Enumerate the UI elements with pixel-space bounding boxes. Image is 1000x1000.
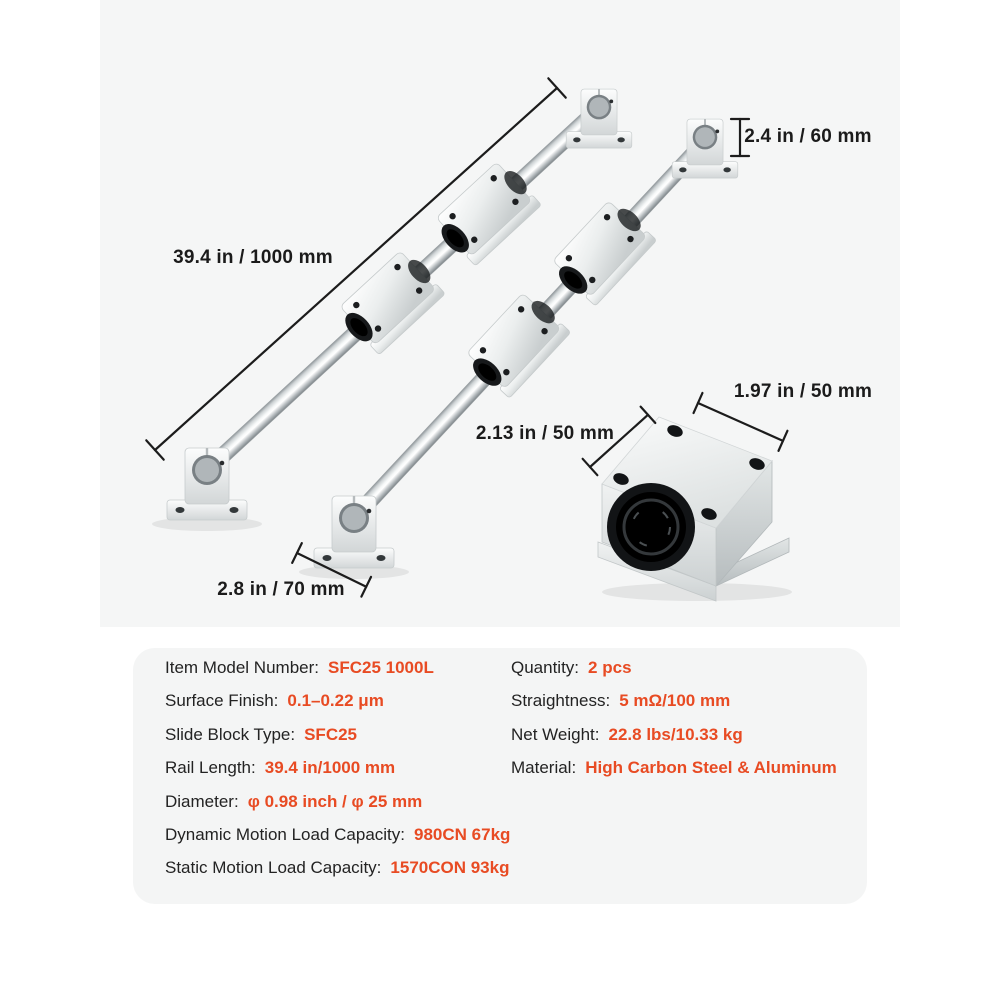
spec-panel bbox=[133, 648, 867, 904]
spec-label: Diameter: bbox=[165, 791, 239, 811]
spec-label: Static Motion Load Capacity: bbox=[165, 858, 382, 878]
spec-value: SFC25 bbox=[304, 724, 358, 744]
spec-value: 980CN 67kg bbox=[414, 825, 511, 845]
spec-label: Quantity: bbox=[511, 658, 580, 677]
spec-label: Slide Block Type: bbox=[165, 724, 296, 744]
spec-value: φ 0.98 inch / φ 25 mm bbox=[247, 791, 423, 811]
spec-row-net-weight bbox=[511, 724, 837, 746]
spec-row-item-model-number bbox=[165, 657, 510, 679]
photo-background bbox=[100, 0, 900, 627]
spec-label: Item Model Number: bbox=[165, 658, 319, 677]
spec-value: SFC25 1000L bbox=[328, 658, 434, 677]
spec-value: 22.8 lbs/10.33 kg bbox=[608, 724, 743, 744]
dim-label-support-height: 2.4 in / 60 mm bbox=[744, 126, 872, 147]
spec-label: Rail Length: bbox=[165, 758, 256, 778]
spec-value: 1570CON 93kg bbox=[390, 858, 510, 878]
spec-label: Material: bbox=[511, 758, 577, 778]
spec-value: 5 mΩ/100 mm bbox=[619, 691, 731, 711]
spec-value: 2 pcs bbox=[588, 658, 632, 677]
dim-label-rail-length: 39.4 in / 1000 mm bbox=[173, 247, 333, 268]
dim-label-support-base: 2.8 in / 70 mm bbox=[217, 579, 345, 600]
spec-row-quantity bbox=[511, 657, 837, 679]
spec-column-right bbox=[511, 657, 837, 791]
dim-label-block-top-width: 1.97 in / 50 mm bbox=[733, 381, 873, 402]
spec-label: Straightness: bbox=[511, 691, 611, 711]
dim-label-block-length: 2.13 in / 50 mm bbox=[475, 423, 615, 444]
spec-row-straightness bbox=[511, 690, 837, 712]
spec-row-diameter bbox=[165, 791, 510, 813]
spec-row-dynamic-load bbox=[165, 824, 510, 846]
spec-row-surface-finish bbox=[165, 690, 510, 712]
spec-label: Dynamic Motion Load Capacity: bbox=[165, 825, 406, 845]
spec-column-left bbox=[165, 657, 510, 891]
spec-label: Surface Finish: bbox=[165, 691, 279, 711]
spec-row-rail-length bbox=[165, 757, 510, 779]
spec-row-slide-block-type bbox=[165, 724, 510, 746]
spec-row-static-load bbox=[165, 857, 510, 879]
spec-value: 39.4 in/1000 mm bbox=[264, 758, 396, 778]
spec-row-material bbox=[511, 757, 837, 779]
spec-value: High Carbon Steel & Aluminum bbox=[585, 758, 837, 778]
spec-value: 0.1–0.22 μm bbox=[287, 691, 384, 711]
spec-label: Net Weight: bbox=[511, 724, 600, 744]
